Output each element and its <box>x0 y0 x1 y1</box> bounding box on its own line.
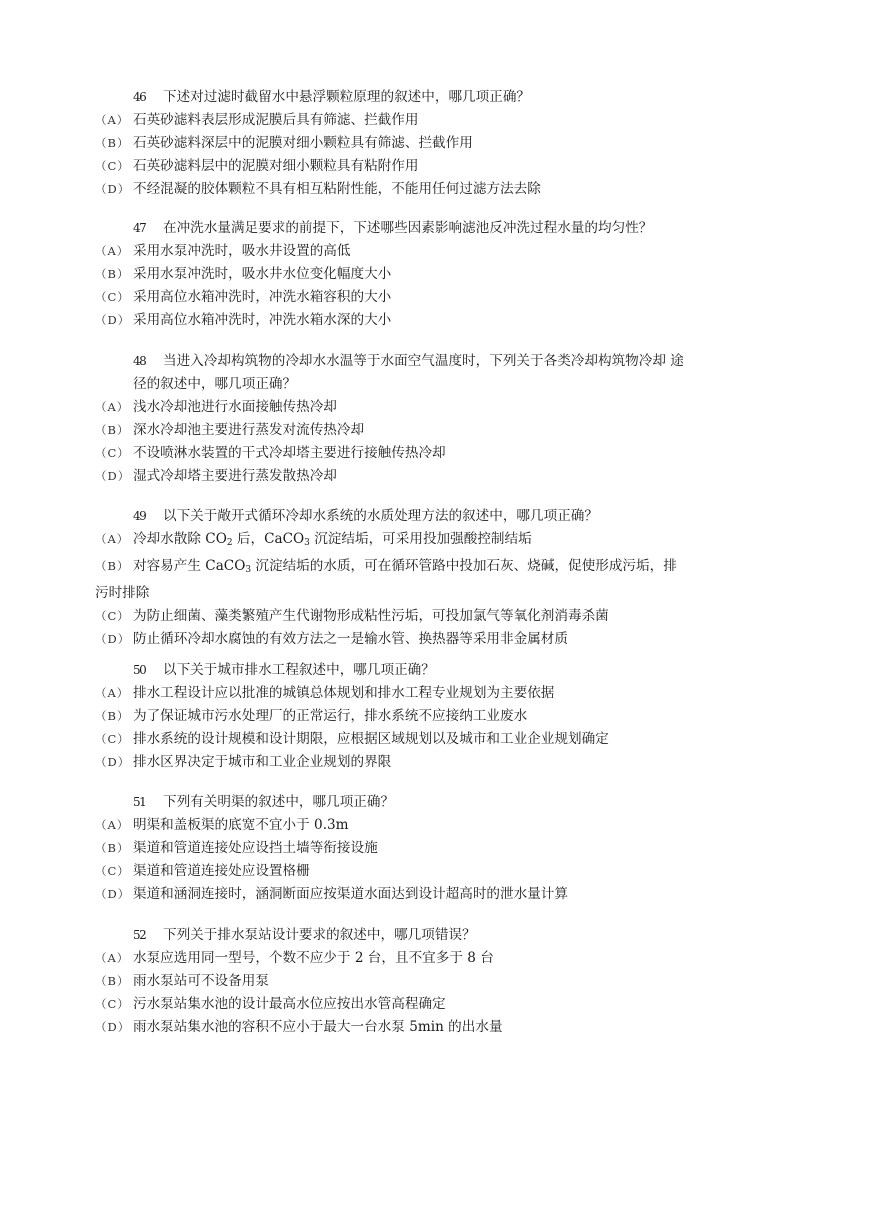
option-label: （B） <box>95 423 130 437</box>
question-46 <box>95 86 743 201</box>
question-number: 52 <box>133 928 146 942</box>
option-label: （A） <box>95 113 130 127</box>
option-label: （A） <box>95 686 130 700</box>
option-label: （A） <box>95 532 130 546</box>
option-label: （A） <box>95 818 130 832</box>
question-text-line1: 当进入冷却构筑物的冷却水水温等于水面空气温度时，下列关于各类冷却构筑物冷却 途 <box>163 353 684 369</box>
option-b <box>95 555 743 582</box>
option-text-line2: 污时排除 <box>95 585 150 601</box>
option-text: 污水泵站集水池的设计最高水位应按出水管高程确定 <box>133 996 446 1012</box>
subscript: 3 <box>245 565 252 575</box>
option-text: 排水工程设计应以批准的城镇总体规划和排水工程专业规划为主要依据 <box>133 685 555 701</box>
question-50 <box>95 659 743 774</box>
option-a <box>95 947 743 970</box>
option-text: 不经混凝的胶体颗粒不具有相互粘附性能，不能用任何过滤方法去除 <box>133 181 541 197</box>
option-label: （C） <box>95 864 130 878</box>
option-text: 雨水泵站可不设备用泵 <box>133 973 269 989</box>
question-stem <box>133 217 743 240</box>
option-label: （D） <box>95 632 131 646</box>
option-text: 渠道和管道连接处应设挡土墙等衔接设施 <box>133 840 378 856</box>
option-text: 浅水冷却池进行水面接触传热冷却 <box>133 399 337 415</box>
question-number: 47 <box>133 221 146 235</box>
option-label: （D） <box>95 469 131 483</box>
option-label: （B） <box>95 709 130 723</box>
option-text: 采用高位水箱冲洗时，冲洗水箱容积的大小 <box>133 289 392 305</box>
option-text-part: 冷却水散除 CO <box>133 531 227 547</box>
option-a <box>95 109 743 132</box>
option-b <box>95 705 743 728</box>
option-label: （C） <box>95 446 130 460</box>
option-c <box>95 442 743 465</box>
option-text: 明渠和盖板渠的底宽不宜小于 0.3m <box>133 817 349 833</box>
option-d <box>95 1016 743 1039</box>
question-text: 下列关于排水泵站设计要求的叙述中，哪几项错误？ <box>163 927 476 943</box>
option-label: （B） <box>95 136 130 150</box>
option-text: 不设喷淋水装置的干式冷却塔主要进行接触传热冷却 <box>133 445 446 461</box>
option-text: 为了保证城市污水处理厂的正常运行，排水系统不应接纳工业废水 <box>133 708 528 724</box>
option-text: 采用水泵冲洗时，吸水井水位变化幅度大小 <box>133 266 392 282</box>
option-d <box>95 309 743 332</box>
option-text-part: 沉淀结垢，可采用投加强酸控制结垢 <box>309 531 532 547</box>
option-a <box>95 528 743 555</box>
option-text: 排水区界决定于城市和工业企业规划的界限 <box>133 754 392 770</box>
question-stem-line2 <box>133 373 743 396</box>
question-number: 51 <box>133 795 146 809</box>
option-text: 雨水泵站集水池的容积不应小于最大一台水泵 5min 的出水量 <box>133 1019 503 1035</box>
option-d <box>95 751 743 774</box>
option-c <box>95 728 743 751</box>
question-stem <box>133 505 743 528</box>
question-stem <box>133 791 743 814</box>
question-49 <box>95 505 743 651</box>
option-text: 排水系统的设计规模和设计期限，应根据区域规划以及城市和工业企业规划确定 <box>133 731 609 747</box>
question-number: 50 <box>133 663 146 677</box>
option-text: 采用高位水箱冲洗时，冲洗水箱水深的大小 <box>133 312 392 328</box>
option-text: 水泵应选用同一型号，个数不应少于 2 台，且不宜多于 8 台 <box>133 950 494 966</box>
option-c <box>95 286 743 309</box>
option-label: （B） <box>95 974 130 988</box>
option-label: （A） <box>95 244 130 258</box>
option-text: 渠道和管道连接处应设置格栅 <box>133 863 310 879</box>
option-d <box>95 465 743 488</box>
option-d <box>95 628 743 651</box>
option-text: 深水冷却池主要进行蒸发对流传热冷却 <box>133 422 365 438</box>
option-c <box>95 155 743 178</box>
question-text: 在冲洗水量满足要求的前提下，下述哪些因素影响滤池反冲洗过程水量的均匀性？ <box>163 220 653 236</box>
question-number: 48 <box>133 354 146 368</box>
option-label: （D） <box>95 182 131 196</box>
option-d <box>95 178 743 201</box>
option-b-continued <box>95 582 743 605</box>
question-text: 下列有关明渠的叙述中，哪几项正确？ <box>163 794 395 810</box>
option-text: 石英砂滤料层中的泥膜对细小颗粒具有粘附作用 <box>133 158 419 174</box>
option-c <box>95 860 743 883</box>
question-stem <box>133 350 743 373</box>
question-number: 46 <box>133 90 146 104</box>
question-48 <box>95 350 743 488</box>
option-label: （B） <box>95 841 130 855</box>
option-d <box>95 883 743 906</box>
option-text: 为防止细菌、藻类繁殖产生代谢物形成粘性污垢，可投加氯气等氧化剂消毒杀菌 <box>133 608 609 624</box>
option-label: （B） <box>95 267 130 281</box>
option-a <box>95 396 743 419</box>
option-text-part: 后，CaCO <box>232 531 305 547</box>
option-label: （C） <box>95 159 130 173</box>
option-text-part: 沉淀结垢的水质，可在循环管路中投加石灰、烧碱，促使形成污垢，排 <box>251 558 677 574</box>
question-number: 49 <box>133 509 146 523</box>
option-text-part: 对容易产生 CaCO <box>133 558 246 574</box>
subscript: 2 <box>226 538 233 548</box>
option-c <box>95 993 743 1016</box>
option-label: （D） <box>95 755 131 769</box>
subscript: 3 <box>304 538 310 548</box>
option-text: 防止循环冷却水腐蚀的有效方法之一是输水管、换热器等采用非金属材质 <box>133 631 568 647</box>
option-text: 石英砂滤料深层中的泥膜对细小颗粒具有筛滤、拦截作用 <box>133 135 473 151</box>
question-stem <box>133 86 743 109</box>
option-label: （C） <box>95 997 130 1011</box>
option-b <box>95 837 743 860</box>
question-stem <box>133 659 743 682</box>
option-b <box>95 970 743 993</box>
option-a <box>95 240 743 263</box>
option-text: 采用水泵冲洗时，吸水井设置的高低 <box>133 243 351 259</box>
option-label: （A） <box>95 400 130 414</box>
option-a <box>95 814 743 837</box>
option-b <box>95 263 743 286</box>
question-text: 下述对过滤时截留水中悬浮颗粒原理的叙述中，哪几项正确？ <box>163 89 531 105</box>
option-label: （B） <box>95 559 130 573</box>
option-label: （D） <box>95 887 131 901</box>
option-b <box>95 419 743 442</box>
question-text-line2: 径的叙述中，哪几项正确？ <box>133 376 297 392</box>
option-label: （C） <box>95 609 130 623</box>
question-text: 以下关于城市排水工程叙述中，哪几项正确？ <box>163 662 435 678</box>
option-text: 湿式冷却塔主要进行蒸发散热冷却 <box>133 468 337 484</box>
option-label: （C） <box>95 732 130 746</box>
question-47 <box>95 217 743 332</box>
option-c <box>95 605 743 628</box>
option-label: （D） <box>95 1020 131 1034</box>
option-text: 石英砂滤料表层形成泥膜后具有筛滤、拦截作用 <box>133 112 419 128</box>
option-text <box>133 555 677 582</box>
option-text <box>133 528 532 555</box>
option-label: （A） <box>95 951 130 965</box>
option-label: （D） <box>95 313 131 327</box>
option-text: 渠道和涵洞连接时，涵洞断面应按渠道水面达到设计超高时的泄水量计算 <box>133 886 568 902</box>
question-52 <box>95 924 743 1039</box>
option-label: （C） <box>95 290 130 304</box>
option-a <box>95 682 743 705</box>
question-stem <box>133 924 743 947</box>
question-51 <box>95 791 743 906</box>
option-b <box>95 132 743 155</box>
question-text: 以下关于敞开式循环冷却水系统的水质处理方法的叙述中，哪几项正确？ <box>163 508 598 524</box>
